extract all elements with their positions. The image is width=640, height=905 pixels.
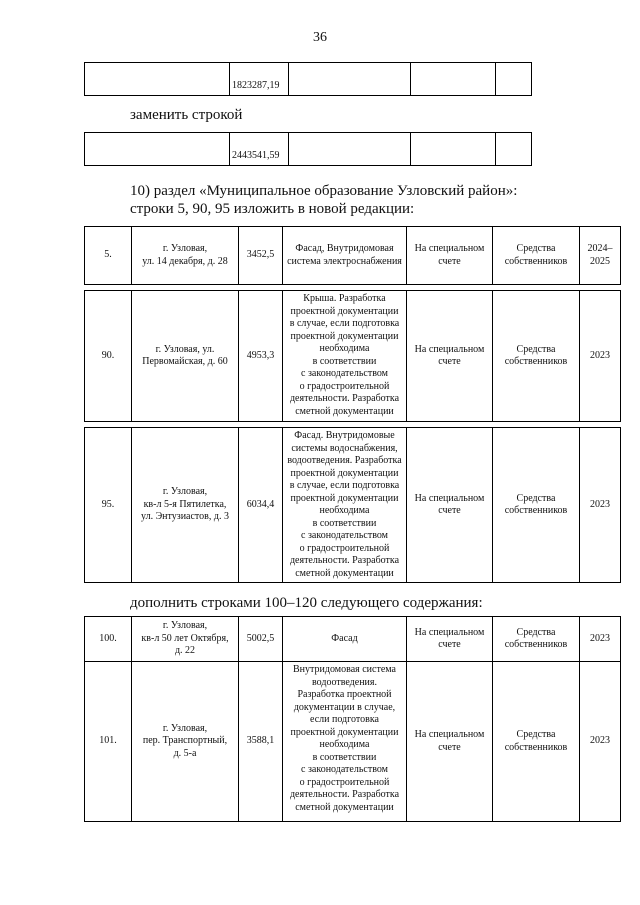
row-area: 5002,5 [239,617,283,662]
row-year: 2023 [580,662,621,822]
row-works: Внутридомовая система водоотведения. Разработка проектной документации в случае, если подготовка проектной документации необходима в соответствии с законодательством о градостроительной деятельности. Разработка сметной документации [283,662,407,822]
table-cell [85,133,230,166]
section-heading-line1: 10) раздел «Муниципальное образование Узловский район»: [130,183,518,199]
supplement-rows-table [84,616,621,822]
row-area: 3588,1 [239,662,283,822]
row-address: г. Узловая, ул. 14 декабря, д. 28 [132,227,239,285]
table-row [85,227,621,285]
row-address: г. Узловая, ул. Первомайская, д. 60 [132,291,239,422]
row-number: 101. [85,662,132,822]
table-cell [496,133,532,166]
page-number: 36 [313,30,327,45]
old-total-value: 1823287,19 [230,63,289,96]
row-funding: Средства собственников [493,227,580,285]
row-number: 90. [85,291,132,422]
table-row [85,428,621,583]
old-total-table [84,62,532,96]
row-address: г. Узловая, кв-л 50 лет Октября, д. 22 [132,617,239,662]
row-year: 2023 [580,617,621,662]
section-heading-line2: строки 5, 90, 95 изложить в новой редакции: [130,201,415,217]
row-number: 95. [85,428,132,583]
row-account: На специальном счете [407,227,493,285]
row-address: г. Узловая, пер. Транспортный, д. 5-а [132,662,239,822]
new-total-value: 2443541,59 [230,133,289,166]
new-total-row [85,133,532,166]
row-works: Фасад [283,617,407,662]
row-area: 3452,5 [239,227,283,285]
row-works: Крыша. Разработка проектной документации в случае, если подготовка проектной документации необходима в соответствии с законодательством о градостроительной деятельности. Разработка сметной документации [283,291,407,422]
row-area: 4953,3 [239,291,283,422]
row-funding: Средства собственников [493,617,580,662]
replace-label: заменить строкой [130,107,243,123]
row-funding: Средства собственников [493,291,580,422]
table-row [85,291,621,422]
row-number: 100. [85,617,132,662]
row-funding: Средства собственников [493,428,580,583]
table-cell [289,63,411,96]
table-cell [289,133,411,166]
section-heading [130,182,517,218]
amended-rows-table [84,226,621,583]
row-year: 2023 [580,291,621,422]
table-cell [496,63,532,96]
row-account: На специальном счете [407,662,493,822]
table-row [85,617,621,662]
row-works: Фасад. Внутридомовые системы водоснабжения, водоотведения. Разработка проектной документации в случае, если подготовка проектной документации необходима в соответствии с законодательством о градостроительной деятельности. Разработка сметной документации [283,428,407,583]
row-funding: Средства собственников [493,662,580,822]
old-total-row [85,63,532,96]
row-year: 2024– 2025 [580,227,621,285]
table-cell [411,63,496,96]
row-account: На специальном счете [407,428,493,583]
table-cell [85,63,230,96]
supplement-heading: дополнить строками 100–120 следующего содержания: [130,595,483,611]
table-cell [411,133,496,166]
row-account: На специальном счете [407,291,493,422]
row-account: На специальном счете [407,617,493,662]
row-year: 2023 [580,428,621,583]
row-number: 5. [85,227,132,285]
row-address: г. Узловая, кв-л 5-я Пятилетка, ул. Энтузиастов, д. 3 [132,428,239,583]
new-total-table [84,132,532,166]
row-works: Фасад, Внутридомовая система электроснабжения [283,227,407,285]
table-row [85,662,621,822]
row-area: 6034,4 [239,428,283,583]
